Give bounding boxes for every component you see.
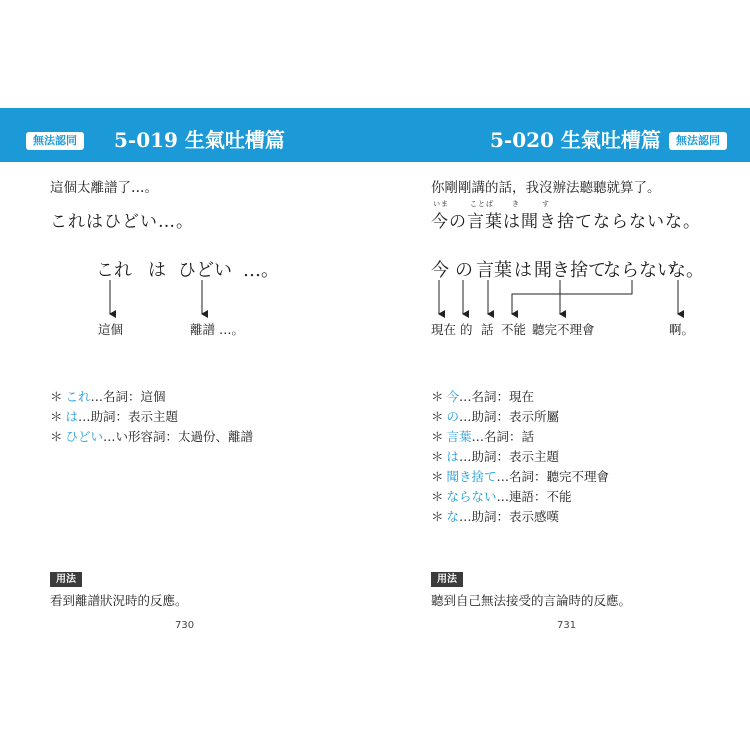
diagram-word: は [148, 260, 166, 281]
diagram-word: な。 [668, 260, 704, 281]
diagram-word: 言葉 [476, 260, 512, 281]
sentence-japanese-left: これはひどい…。 [50, 212, 194, 232]
vocab-word: は [65, 409, 79, 424]
vocab-item: ＊ ひどい…い形容詞：太過份、離譜 [50, 429, 254, 444]
vocab-item: ＊ ならない…連語：不能 [431, 489, 572, 504]
diagram-label: 的 [460, 322, 473, 337]
usage-text-left: 看到離譜狀況時的反應。 [50, 593, 188, 608]
vocab-item: ＊ は…助詞：表示主題 [50, 409, 179, 424]
vocab-desc: …助詞：表示所屬 [459, 409, 560, 424]
vocab-word: の [446, 409, 460, 424]
vocab-desc: …連語：不能 [496, 489, 572, 504]
diagram-label: 啊。 [669, 322, 695, 337]
page-title-left: 5-019 生氣吐槽篇 [114, 128, 285, 152]
diagram-word: は [514, 260, 532, 281]
usage-text-right: 聽到自己無法接受的言論時的反應。 [431, 593, 632, 608]
vocab-item: ＊ これ…名詞：這個 [50, 389, 166, 404]
diagram-label: 話 [481, 322, 494, 337]
category-tag-right: 無法認同 [669, 132, 727, 150]
diagram-label: 離譜 …。 [190, 322, 244, 337]
vocab-item: ＊ な…助詞：表示感嘆 [431, 509, 560, 524]
page-number-right: 731 [557, 620, 577, 631]
sentence-chinese-left: 這個太離譜了…。 [50, 180, 158, 196]
diagram-label: 不能 [501, 322, 527, 337]
diagram-word: これ [96, 260, 132, 281]
vocab-word: な [446, 509, 460, 524]
vocab-desc: …い形容詞：太過份、離譜 [103, 429, 254, 444]
vocab-item: ＊ 聞き捨て…名詞：聽完不理會 [431, 469, 610, 484]
category-tag-left: 無法認同 [26, 132, 84, 150]
diagram-word: 聞き捨て [534, 260, 606, 281]
vocab-item: ＊ の…助詞：表示所屬 [431, 409, 560, 424]
vocab-desc: …名詞：現在 [459, 389, 535, 404]
vocab-word: ひどい [65, 429, 104, 444]
usage-label-left: 用法 [50, 572, 82, 587]
diagram-label: 現在 [431, 322, 457, 337]
usage-label-right: 用法 [431, 572, 463, 587]
diagram-word: の [455, 260, 473, 281]
vocab-desc: …名詞：這個 [90, 389, 166, 404]
vocab-word: は [446, 449, 460, 464]
diagram-word: ひどい [178, 260, 232, 281]
furigana: す [542, 200, 550, 208]
diagram-word: ならない [603, 260, 675, 281]
page-title-right: 5-020 生氣吐槽篇 [490, 128, 661, 152]
vocab-word: これ [65, 389, 91, 404]
vocab-item: ＊ 言葉…名詞：話 [431, 429, 535, 444]
diagram-label: 這個 [98, 322, 124, 337]
vocab-word: 聞き捨て [446, 469, 497, 484]
vocab-desc: …助詞：表示主題 [78, 409, 179, 424]
sentence-japanese-right: 今の言葉は聞き捨てならないな。 [431, 212, 701, 232]
vocab-word: 言葉 [446, 429, 472, 444]
vocab-item: ＊ は…助詞：表示主題 [431, 449, 560, 464]
diagram-label: 聽完不理會 [532, 322, 595, 337]
arrow [512, 280, 632, 314]
vocab-desc: …名詞：話 [471, 429, 535, 444]
furigana: いま [433, 200, 449, 208]
vocab-desc: …名詞：聽完不理會 [496, 469, 610, 484]
diagram-word: 今 [431, 260, 449, 281]
page-number-left: 730 [175, 620, 195, 631]
vocab-word: 今 [446, 389, 460, 404]
vocab-word: ならない [446, 489, 497, 504]
vocab-item: ＊ 今…名詞：現在 [431, 389, 535, 404]
furigana: ことば [470, 200, 494, 208]
vocab-desc: …助詞：表示感嘆 [459, 509, 560, 524]
vocab-desc: …助詞：表示主題 [459, 449, 560, 464]
furigana: き [512, 200, 520, 208]
sentence-chinese-right: 你剛剛講的話，我沒辦法聽聽就算了。 [431, 180, 661, 196]
diagram-word: …。 [243, 260, 279, 281]
